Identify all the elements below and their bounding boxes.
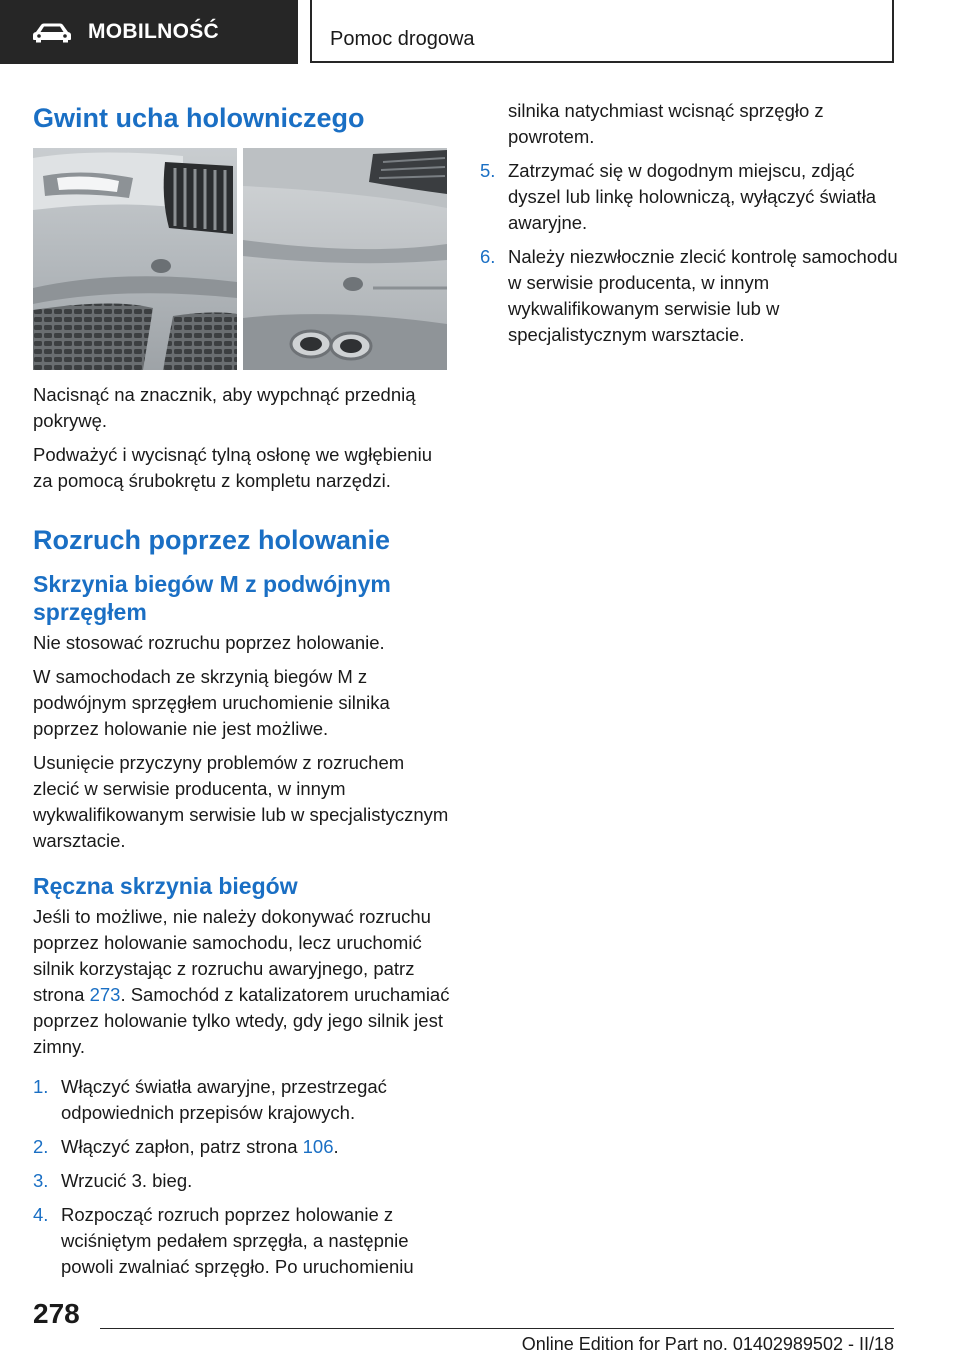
- paragraph: Nie stosować rozruchu poprzez holowanie.: [33, 632, 385, 653]
- step-text: Wrzucić 3. bieg.: [61, 1170, 193, 1191]
- right-column: [480, 98, 900, 356]
- paragraph-text: Jeśli to możliwe, nie należy dokonywać rozruchu poprzez holowanie samochodu, lecz uruchomić silnik korzystając z rozruchu awaryjnego, patrz strona: [33, 906, 431, 1005]
- step-text: Włączyć światła awaryjne, przestrzegać odpowiednich przepisów krajowych.: [61, 1076, 387, 1123]
- list-item: [33, 1074, 451, 1126]
- left-column: [33, 98, 451, 1288]
- section-label: MOBILNOŚĆ: [88, 20, 220, 43]
- step-text: Należy niezwłocznie zlecić kontrolę samochodu w serwisie producenta, w innym wykwalifikowanym serwisie lub w specjalistycznym warsztacie.: [508, 246, 898, 345]
- paragraph-text: . Samochód z katalizatorem uruchamiać poprzez holowanie tylko wtedy, gdy jego silnik jest zimny.: [33, 984, 450, 1057]
- edition-text: Online Edition for Part no. 01402989502 - II/18: [521, 1334, 894, 1354]
- subheading-dct: Skrzynia biegów M z podwójnym sprzęgłem: [33, 571, 391, 625]
- tow-eye-figure: [33, 148, 447, 370]
- paragraph: W samochodach ze skrzynią biegów M z podwójnym sprzęgłem uruchomienie silnika poprzez holowanie nie jest możliwe.: [33, 666, 390, 739]
- step-number: 3.: [33, 1170, 49, 1191]
- page-link[interactable]: 273: [89, 984, 121, 1005]
- step-text: Rozpocząć rozruch poprzez holowanie z wciśniętym pedałem sprzęgła, a następnie powoli zwalniać sprzęgło. Po uruchomieniu: [61, 1204, 414, 1277]
- step-number: 4.: [33, 1204, 49, 1225]
- heading-tow-start: Rozruch poprzez holowanie: [33, 525, 391, 555]
- steps-list-continued: [480, 98, 900, 348]
- list-item: [33, 1202, 451, 1280]
- page-link[interactable]: 106: [302, 1136, 334, 1157]
- heading-tow-eye: Gwint ucha holowniczego: [33, 103, 365, 133]
- subheading-manual: Ręczna skrzynia biegów: [33, 873, 298, 899]
- step-number: 5.: [480, 160, 496, 181]
- section-tab: [0, 0, 298, 64]
- steps-list: [33, 1074, 451, 1280]
- step-text: .: [333, 1136, 339, 1157]
- list-item-continued: [480, 98, 900, 150]
- step-number: 2.: [33, 1136, 49, 1157]
- footer-divider: [100, 1328, 894, 1329]
- paragraph: Nacisnąć na znacznik, aby wypchnąć przednią pokrywę.: [33, 384, 416, 431]
- list-item: [33, 1168, 451, 1194]
- paragraph: Usunięcie przyczyny problemów z rozruchem zlecić w serwisie producenta, w innym wykwalifikowanym serwisie lub w specjalistycznym warsztacie.: [33, 752, 449, 851]
- list-item: [480, 158, 900, 236]
- tow-eye-illustration: [33, 148, 447, 370]
- car-icon: [32, 22, 72, 44]
- list-item: [33, 1134, 451, 1160]
- list-item: [480, 244, 900, 348]
- chapter-label: Pomoc drogowa: [330, 28, 475, 50]
- step-number: 1.: [33, 1076, 49, 1097]
- chapter-tab: [310, 0, 894, 63]
- paragraph: Podważyć i wycisnąć tylną osłonę we wgłębieniu za pomocą śrubokrętu z kompletu narzędzi.: [33, 444, 432, 491]
- step-text: Zatrzymać się w dogodnym miejscu, zdjąć dyszel lub linkę holowniczą, wyłączyć światła awaryjne.: [508, 160, 877, 233]
- page-number: 278: [33, 1298, 80, 1329]
- step-text: Włączyć zapłon, patrz strona: [61, 1136, 303, 1157]
- paragraph: [33, 904, 451, 1060]
- step-text: silnika natychmiast wcisnąć sprzęgło z powrotem.: [508, 100, 824, 147]
- step-number: 6.: [480, 246, 496, 267]
